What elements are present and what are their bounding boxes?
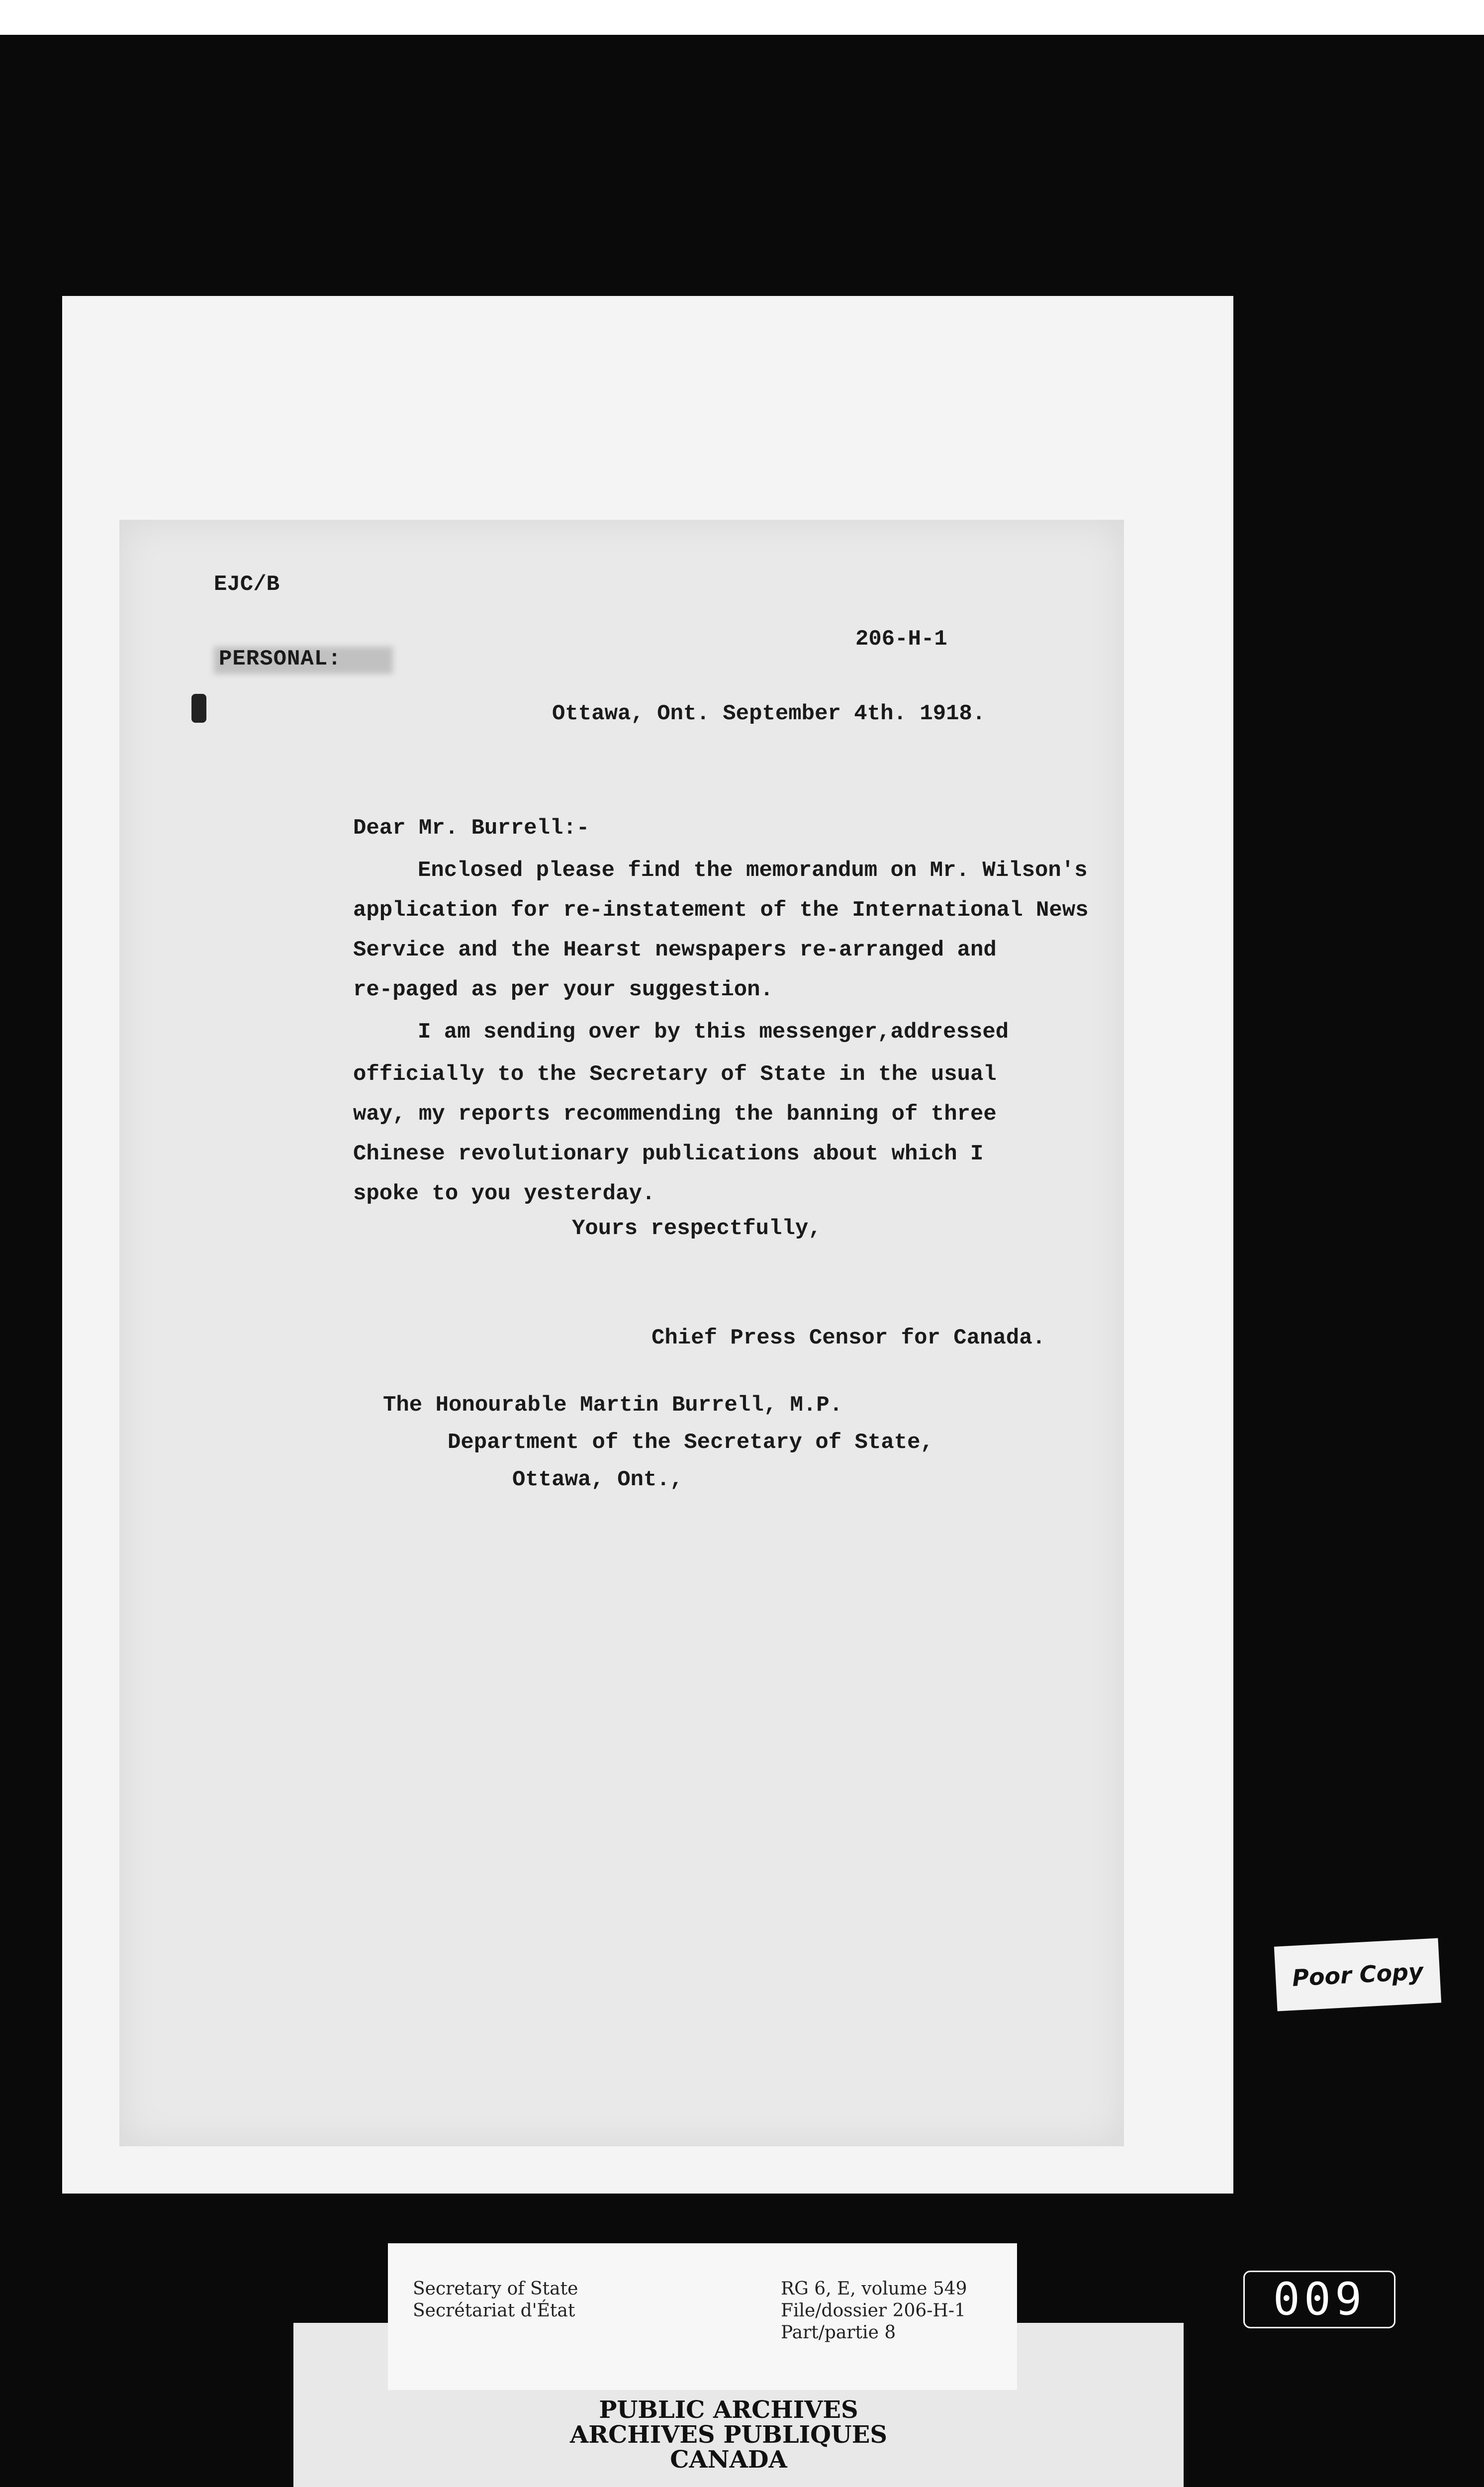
body-line: way, my reports recommending the banning of three <box>353 1102 997 1127</box>
reference-initials: EJC/B <box>214 572 280 597</box>
frame-counter: 009 <box>1243 2271 1395 2328</box>
address-line: Department of the Secretary of State, <box>448 1430 933 1455</box>
body-line: re-paged as per your suggestion. <box>353 977 773 1002</box>
dateline: Ottawa, Ont. September 4th. 1918. <box>552 701 986 726</box>
public-archives-stamp <box>520 2397 937 2472</box>
address-line: Ottawa, Ont., <box>512 1467 683 1492</box>
body-line: Chinese revolutionary publications about which I <box>353 1142 984 1166</box>
address-line: The Honourable Martin Burrell, M.P. <box>383 1393 843 1418</box>
file-number: 206-H-1 <box>855 627 947 652</box>
signature-title: Chief Press Censor for Canada. <box>651 1326 1046 1350</box>
salutation: Dear Mr. Burrell:- <box>353 816 590 841</box>
archive-reference-label <box>388 2243 1017 2390</box>
film-top-margin <box>0 0 1484 35</box>
body-line: Service and the Hearst newspapers re-arranged and <box>353 938 997 962</box>
letter-page <box>119 520 1124 2146</box>
department-block <box>413 2278 578 2322</box>
archives-line-english: PUBLIC ARCHIVES <box>599 2396 858 2424</box>
punch-mark <box>191 694 206 723</box>
body-line: spoke to you yesterday. <box>353 1181 655 1206</box>
archives-line-country: CANADA <box>670 2446 787 2474</box>
body-line: I am sending over by this messenger,addressed <box>418 1020 1009 1045</box>
body-line: application for re-instatement of the International News <box>353 898 1089 923</box>
classification-label: PERSONAL: <box>219 647 342 671</box>
department-french: Secrétariat d'État <box>413 2300 575 2321</box>
archives-line-french: ARCHIVES PUBLIQUES <box>570 2421 887 2449</box>
body-line: Enclosed please find the memorandum on Mr. Wilson's <box>418 858 1088 883</box>
poor-copy-label: Poor Copy <box>1274 1938 1441 2011</box>
body-line: officially to the Secretary of State in the usual <box>353 1062 997 1087</box>
department-english: Secretary of State <box>413 2279 578 2299</box>
file-reference: File/dossier 206-H-1 <box>781 2300 966 2321</box>
part-reference: Part/partie 8 <box>781 2322 896 2343</box>
record-block <box>781 2278 967 2344</box>
record-group: RG 6, E, volume 549 <box>781 2279 967 2299</box>
closing: Yours respectfully, <box>572 1216 822 1241</box>
